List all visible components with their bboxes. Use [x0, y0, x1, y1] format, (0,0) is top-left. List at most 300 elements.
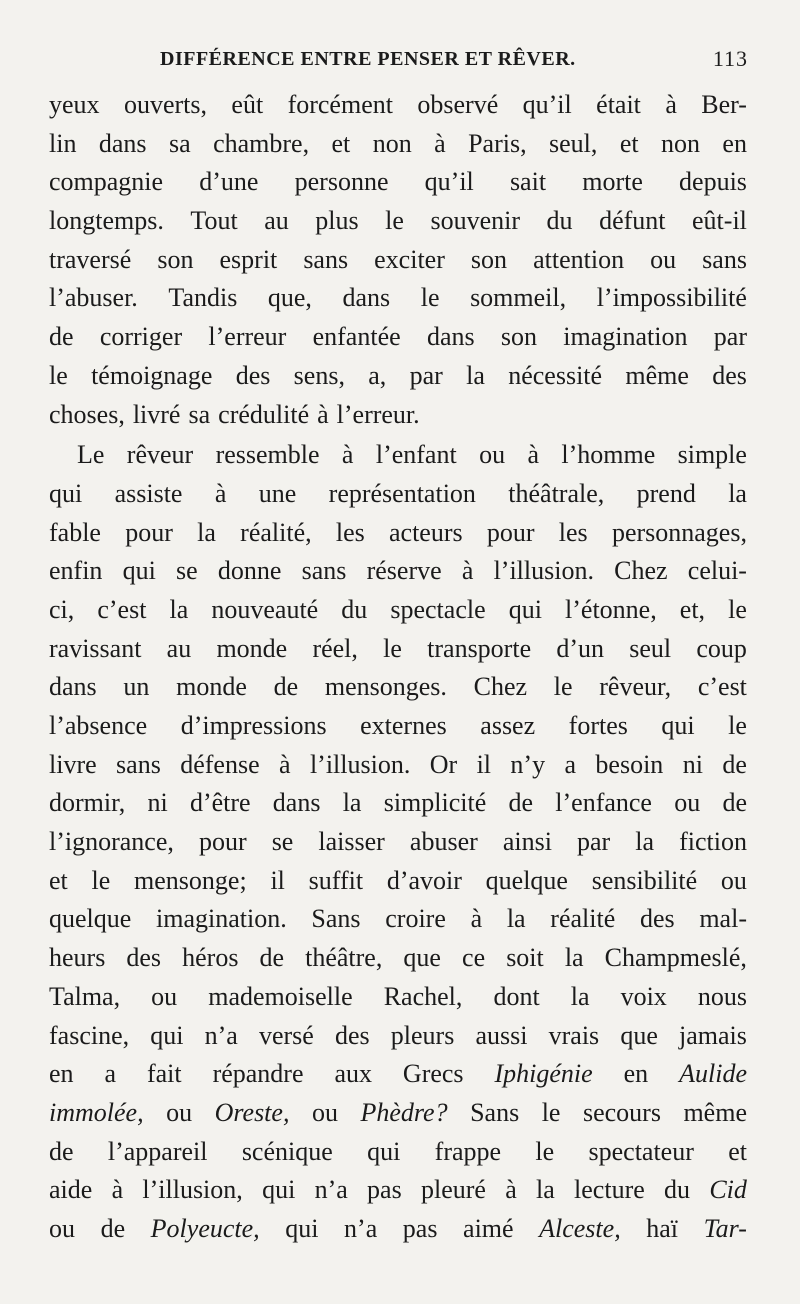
word: à [434, 128, 446, 158]
word: à [527, 440, 539, 470]
word: un [123, 672, 150, 702]
text-line [49, 904, 747, 943]
word: sans [303, 244, 349, 274]
word: voix [620, 981, 667, 1011]
word: fait [146, 1059, 182, 1089]
word: se [176, 556, 198, 586]
word: vrais [548, 1020, 600, 1050]
text-line [49, 167, 747, 206]
word: les [558, 517, 588, 547]
word: et [619, 128, 639, 158]
word: eût [231, 90, 264, 119]
word: à [279, 749, 291, 779]
word: imagination [563, 322, 688, 352]
word: Chez [614, 556, 668, 586]
word: ou [151, 981, 178, 1011]
word: n’y [510, 749, 546, 779]
text-line [49, 322, 747, 361]
word: l’erreur [208, 322, 287, 352]
word: sommeil, [470, 283, 567, 313]
word: l’illusion. [309, 749, 411, 779]
word: le [541, 1097, 561, 1127]
word: donne [217, 556, 282, 586]
word: à [317, 399, 329, 429]
word: l’absence [49, 711, 148, 740]
word: d’un [556, 633, 605, 663]
word: la [564, 943, 584, 973]
word: d’une [199, 167, 259, 197]
text-line [49, 595, 747, 634]
word: quelque [49, 904, 132, 934]
word: et [728, 1136, 747, 1166]
word: spectacle [390, 594, 486, 624]
text-line [49, 1137, 747, 1176]
page-number: 113 [712, 46, 748, 71]
word: enfantée [312, 322, 401, 352]
word: des [126, 943, 162, 973]
word: Polyeucte, [150, 1213, 260, 1243]
word: se [271, 827, 294, 857]
word: crédulité [218, 399, 310, 429]
word: de [259, 943, 285, 973]
word: même [625, 360, 689, 390]
word: ainsi [502, 827, 552, 857]
word: à [470, 904, 483, 934]
word: qu’il [522, 90, 572, 119]
word: une [258, 478, 297, 508]
word: Aulide [679, 1059, 747, 1089]
word: fiction [679, 827, 747, 857]
text-line [49, 1214, 747, 1253]
word: l’illusion, [142, 1175, 243, 1205]
word: assiste [114, 478, 183, 508]
word: à [665, 90, 677, 119]
word: Paris, [468, 128, 527, 158]
word: répandre [212, 1059, 304, 1089]
word: mal- [699, 904, 747, 934]
word: pleurs [390, 1020, 455, 1050]
word: la [635, 827, 655, 857]
word: dans [272, 788, 321, 818]
word: l’étonne, [565, 594, 657, 624]
word: depuis [679, 167, 747, 197]
word: soit [506, 943, 544, 973]
word: ressemble [215, 440, 320, 470]
word: ou [720, 865, 747, 895]
word: monde [176, 672, 247, 702]
word: qui [508, 594, 542, 624]
word: n’a [344, 1213, 378, 1243]
word: haï [646, 1213, 679, 1243]
word: mademoiselle [208, 981, 353, 1011]
word: simplicité [383, 788, 487, 818]
word: rêveur [126, 440, 194, 470]
word: des [639, 904, 675, 934]
word: traversé [49, 244, 132, 274]
word: Iphigénie [494, 1059, 593, 1089]
word: réserve [366, 556, 442, 586]
text-line [49, 1021, 747, 1060]
word: nécessité [508, 360, 603, 390]
word: la [342, 788, 362, 818]
word: lin [49, 128, 77, 158]
word: morte [582, 167, 643, 197]
word: l’abuser. [49, 283, 138, 313]
word: n’a [314, 1175, 348, 1205]
word: pleuré [420, 1175, 486, 1205]
word: Grecs [402, 1059, 464, 1089]
text-line [49, 634, 747, 673]
word: du [341, 594, 368, 624]
word: défense [180, 749, 260, 779]
word: Tout [190, 206, 238, 236]
word: fascine, [49, 1020, 130, 1050]
word: eût-il [692, 206, 747, 236]
word: sa [188, 399, 211, 429]
word: le [49, 360, 68, 390]
word: l’impossibilité [596, 283, 747, 313]
word: Alceste, [539, 1213, 621, 1243]
word: à [461, 556, 474, 586]
word: observé [417, 90, 499, 119]
word: de [273, 672, 299, 702]
word: aussi [475, 1020, 528, 1050]
word: des [334, 1020, 370, 1050]
word: lecture [574, 1175, 645, 1205]
word: le [91, 865, 111, 895]
word: acteurs [389, 517, 463, 547]
word: rêveur, [599, 672, 672, 702]
word: ni [147, 788, 168, 818]
word: à [505, 1175, 517, 1205]
word: le [535, 1136, 555, 1166]
word: suffit [308, 865, 364, 895]
word: enfin [49, 556, 103, 586]
word: Oreste, [214, 1097, 290, 1127]
word: plus [315, 206, 359, 236]
word: yeux [49, 90, 100, 119]
text-line [49, 827, 747, 866]
word: n’a [204, 1020, 238, 1050]
word: et [331, 128, 351, 158]
word: ou [311, 1097, 338, 1127]
word: dormir, [49, 788, 126, 818]
word: sa [168, 128, 191, 158]
word: l’appareil [107, 1136, 208, 1166]
word: spectateur [588, 1136, 694, 1166]
word: de [49, 322, 74, 352]
word: que, [267, 283, 312, 313]
word: la [570, 981, 590, 1011]
word: seul [629, 633, 672, 663]
word: à [111, 1175, 124, 1205]
word: que [403, 943, 441, 973]
word: du [546, 206, 573, 236]
text-line [49, 1175, 747, 1214]
word: chambre, [213, 128, 310, 158]
text-line [49, 361, 747, 400]
word: qui [285, 1213, 319, 1243]
word: la [169, 594, 189, 624]
word: aimé [463, 1213, 514, 1243]
word: l’ignorance, [49, 827, 174, 857]
word: sensibilité [591, 865, 698, 895]
text-line [49, 245, 747, 284]
running-title: DIFFÉRENCE ENTRE PENSER ET RÊVER. [160, 47, 576, 70]
word: fortes [568, 711, 628, 740]
word: à [341, 440, 354, 470]
word: dans [49, 672, 97, 702]
word: ou [674, 788, 701, 818]
word: exciter [374, 244, 445, 274]
word: à [214, 478, 227, 508]
word: de [508, 788, 534, 818]
word: mensonge; [134, 865, 247, 895]
word: sans [702, 244, 747, 274]
word: prend [636, 478, 696, 508]
word: héros [182, 943, 239, 973]
word: nouveauté [211, 594, 319, 624]
word: la [728, 478, 747, 508]
word: forcément [287, 90, 393, 119]
word: Tar- [703, 1213, 747, 1243]
word: l’homme [561, 440, 656, 470]
word: Tandis [168, 283, 238, 313]
word: qui [49, 478, 83, 508]
text-line [49, 943, 747, 982]
word: d’être [189, 788, 251, 818]
word: il [270, 865, 285, 895]
word: témoignage [91, 360, 213, 390]
word: dont [493, 981, 540, 1011]
word: ni [682, 749, 703, 779]
word: pour [486, 517, 535, 547]
word: le [385, 206, 404, 236]
word: le [553, 672, 573, 702]
word: le [420, 283, 440, 313]
word: son [470, 244, 508, 274]
word: longtemps. [49, 206, 164, 236]
word: dans [426, 322, 475, 352]
word: nous [697, 981, 747, 1011]
word: non [661, 128, 700, 158]
word: le [728, 594, 747, 624]
word: les [335, 517, 365, 547]
word: qui [150, 1020, 184, 1050]
word: quelque [485, 865, 568, 895]
word: ce [462, 943, 486, 973]
word: transporte [427, 633, 532, 663]
word: secours [582, 1097, 661, 1127]
word: Sans [470, 1097, 520, 1127]
text-line [49, 1098, 747, 1137]
word: esprit [219, 244, 278, 274]
word: la [197, 517, 216, 547]
text-line [49, 672, 747, 711]
text-line [49, 788, 747, 827]
word: en [722, 128, 747, 158]
word: souvenir [430, 206, 520, 236]
word: de [722, 788, 747, 818]
word: défunt [599, 206, 666, 236]
text-line [49, 440, 747, 479]
word: il [476, 749, 492, 779]
word: ravissant [49, 633, 142, 663]
word: qui [122, 556, 156, 586]
word: externes [360, 711, 447, 740]
word: ou [479, 440, 506, 470]
word: seul, [549, 128, 598, 158]
word: l’enfance [555, 788, 652, 818]
word: a [564, 749, 577, 779]
word: corriger [99, 322, 183, 352]
word: scénique [241, 1136, 333, 1166]
word: Chez [473, 672, 528, 702]
word: attention [533, 244, 625, 274]
text-line [49, 90, 747, 129]
text-line [49, 556, 747, 595]
word: besoin [595, 749, 664, 779]
word: théâtrale, [508, 478, 605, 508]
word: réalité, [240, 517, 312, 547]
word: de [722, 749, 747, 779]
word: l’erreur. [336, 399, 420, 429]
word: même [683, 1097, 747, 1127]
word: aux [334, 1059, 372, 1089]
word: immolée, [49, 1097, 144, 1127]
word: des [235, 360, 271, 390]
word: la [466, 360, 485, 390]
word: des [712, 360, 747, 390]
word: qui [262, 1175, 296, 1205]
text-line [49, 866, 747, 905]
word: personne [294, 167, 389, 197]
word: était [596, 90, 641, 119]
word: croire [385, 904, 446, 934]
word: versé [258, 1020, 314, 1050]
word: la [536, 1175, 555, 1205]
word: pas [367, 1175, 402, 1205]
word: pour [198, 827, 247, 857]
word: en [623, 1059, 649, 1089]
word: Sans [311, 904, 361, 934]
word: de [100, 1213, 126, 1243]
word: celui- [687, 556, 747, 586]
word: l’enfant [375, 440, 457, 470]
word: Rachel, [383, 981, 463, 1011]
page-header [160, 44, 748, 74]
word: compagnie [49, 167, 164, 197]
word: Ber- [701, 90, 747, 119]
word: heurs [49, 943, 106, 973]
word: au [166, 633, 192, 663]
word: ou [166, 1097, 193, 1127]
word: son [157, 244, 194, 274]
word: pas [402, 1213, 438, 1243]
word: a [104, 1059, 117, 1089]
word: la [506, 904, 526, 934]
text-line [49, 479, 747, 518]
word: en [49, 1059, 74, 1089]
word: et, [679, 594, 706, 624]
word: sans [116, 749, 161, 779]
word: que [620, 1020, 658, 1050]
word: livré [132, 399, 181, 429]
text-line [49, 283, 747, 322]
word: réel, [312, 633, 358, 663]
word: par [409, 360, 443, 390]
word: ou [650, 244, 677, 274]
word: livre [49, 749, 97, 779]
word: son [500, 322, 538, 352]
word: Champmeslé, [604, 943, 747, 973]
word: frappe [434, 1136, 502, 1166]
word: du [664, 1175, 691, 1205]
word: l’illusion. [493, 556, 594, 586]
text-line [49, 982, 747, 1021]
word: choses, [49, 399, 125, 429]
word: Phèdre? [360, 1097, 448, 1127]
word: pour [125, 517, 173, 547]
word: ouverts, [123, 90, 207, 119]
text-line [49, 206, 747, 245]
word: non [372, 128, 412, 158]
word: qui [661, 711, 695, 740]
word: c’est [697, 672, 747, 702]
word: de [49, 1136, 74, 1166]
word: le [383, 633, 402, 663]
word: Talma, [49, 981, 121, 1011]
word: qu’il [424, 167, 474, 197]
word: d’avoir [386, 865, 462, 895]
word: a, [368, 360, 387, 390]
word: qui [367, 1136, 401, 1166]
word: Le [77, 440, 105, 470]
word: personnages, [611, 517, 747, 547]
word: par [713, 322, 747, 352]
word: imagination. [156, 904, 287, 934]
word: c’est [97, 594, 147, 624]
text-line [49, 518, 747, 557]
word: coup [696, 633, 747, 663]
word: mensonges. [324, 672, 447, 702]
text-line [49, 711, 747, 750]
word: et [49, 865, 68, 895]
word: aide [49, 1175, 93, 1205]
text-line [49, 400, 747, 439]
word: sens, [293, 360, 345, 390]
word: simple [677, 440, 747, 470]
word: assez [480, 711, 536, 740]
word: d’impressions [180, 711, 327, 740]
text-line [49, 129, 747, 168]
word: théâtre, [305, 943, 383, 973]
word: par [577, 827, 611, 857]
word: ou [49, 1213, 75, 1243]
word: le [728, 711, 747, 740]
word: abuser [409, 827, 478, 857]
word: sans [301, 556, 347, 586]
body-text [49, 90, 747, 1253]
word: laisser [318, 827, 385, 857]
word: fable [49, 517, 101, 547]
word: réalité [550, 904, 616, 934]
word: monde [216, 633, 288, 663]
word: jamais [679, 1020, 747, 1050]
text-line [49, 750, 747, 789]
word: Or [429, 749, 458, 779]
word: ci, [49, 594, 75, 624]
